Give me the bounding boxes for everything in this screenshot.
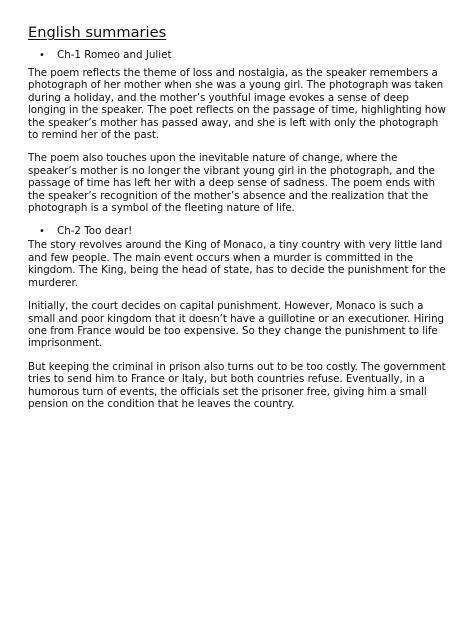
paragraph: The poem reflects the theme of loss and nostalgia, as the speaker remembers a photograph of her mother when she was a young girl. The photograph was taken during a holiday, and the mother’s youthful image evokes a sense of deep longing in the speaker. The poet reflects on the passage of time, highlighting how the speaker’s mother has passed away, and she is left with only the photograph to remind her of the past. [28,67,446,142]
bullet-icon: • [39,226,45,238]
paragraph: But keeping the criminal in prison also turns out to be too costly. The government tries to send him to France or Italy, but both countries refuse. Eventually, in a humorous turn of events, the officials set the prisoner free, giving him a small pension on the condition that he leaves the country. [28,360,446,410]
section-heading-label: Ch-2 Too dear! [57,225,133,238]
paragraph: The story revolves around the King of Monaco, a tiny country with very little land and few people. The main event occurs when a murder is committed in the kingdom. The King, being the head of state, has to decide the punishment for the murderer. [28,239,446,289]
section-heading-label: Ch-1 Romeo and Juliet [57,49,172,61]
bullet-icon: • [39,50,45,61]
paragraph: Initially, the court decides on capital punishment. However, Monaco is such a small and poor kingdom that it doesn’t have a guillotine or an executioner. Hiring one from France would be too expensive. So they change the punishment to life imprisonment. [28,300,445,350]
section-too-dear [28,224,446,410]
section-heading [28,48,446,63]
section-heading [28,224,446,239]
section-romeo-and-juliet [28,48,446,214]
document-title: English summaries [28,24,167,41]
paragraph: The poem also touches upon the inevitable nature of change, where the speaker’s mother is no longer the vibrant young girl in the photograph, and the passage of time has left her with a deep sense of sadness. The poem ends with the speaker’s recognition of the mother’s absence and the realization that the photograph is a symbol of the fleeting nature of life. [28,152,435,215]
